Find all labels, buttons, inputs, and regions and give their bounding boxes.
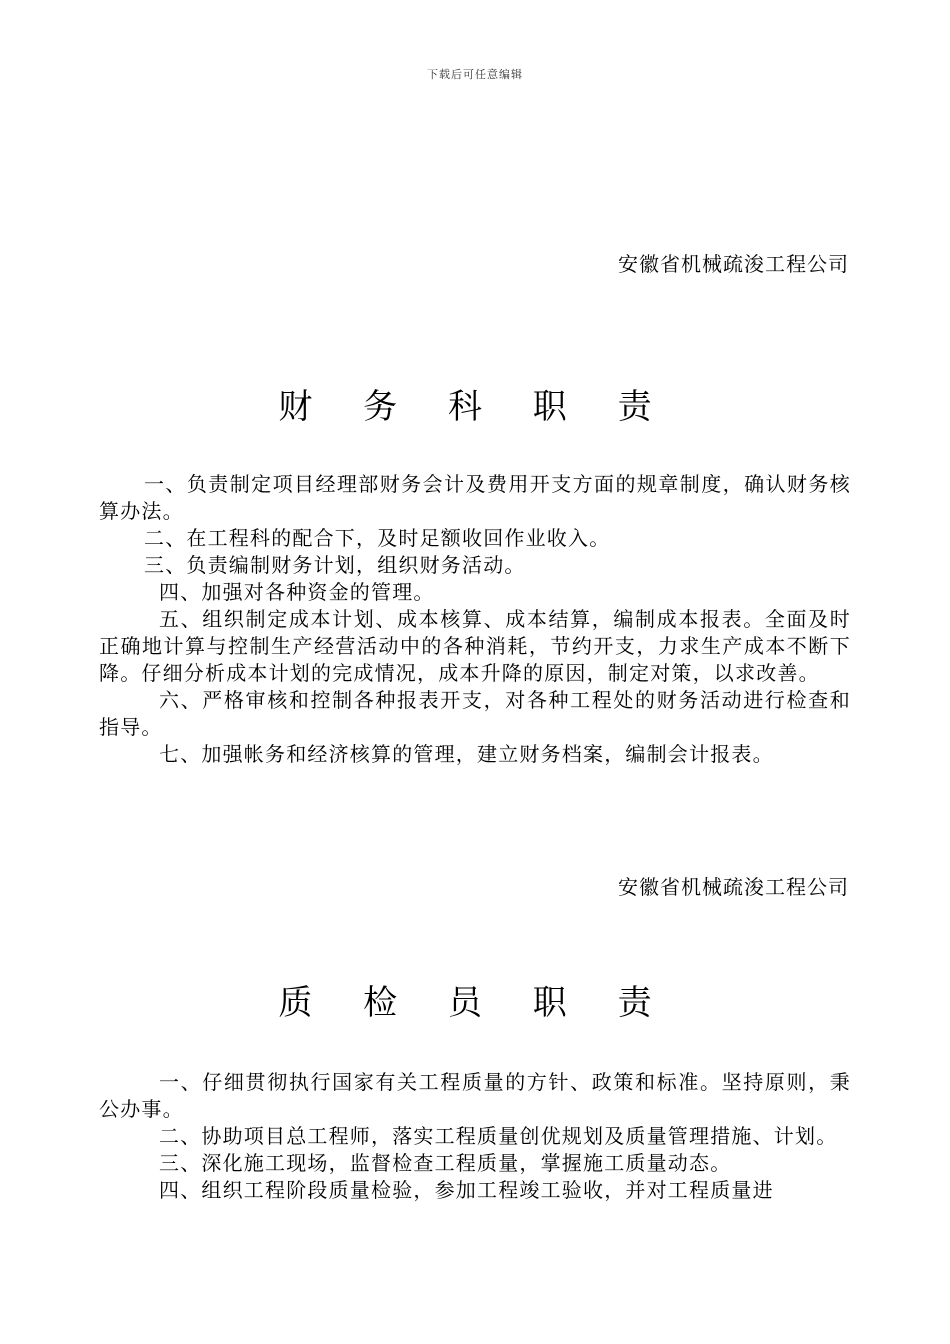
duty-item: 三、深化施工现场，监督检查工程质量，掌握施工质量动态。 [159,1151,732,1175]
duty-item: 七、加强帐务和经济核算的管理，建立财务档案，编制会计报表。 [159,742,774,766]
company-name: 安徽省机械疏浚工程公司 [618,875,849,899]
duty-item: 二、在工程科的配合下，及时足额收回作业收入。 [144,526,611,550]
company-name: 安徽省机械疏浚工程公司 [618,252,849,276]
finance-duties-list [99,471,851,768]
duty-item: 三、负责编制财务计划，组织财务活动。 [144,553,526,577]
duty-item: 六、严格审核和控制各种报表开支，对各种工程处的财务活动进行检查和指导。 [99,688,851,739]
section-title: 质 检 员 职 责 [278,983,672,1023]
duty-item: 一、负责制定项目经理部财务会计及费用开支方面的规章制度，确认财务核算办法。 [99,472,851,523]
qc-duties-list [99,1069,851,1204]
duty-item: 四、组织工程阶段质量检验，参加工程竣工验收，并对工程质量进 [159,1178,774,1202]
duty-item: 四、加强对各种资金的管理。 [159,580,435,604]
duty-item: 一、仔细贯彻执行国家有关工程质量的方针、政策和标准。坚持原则，秉公办事。 [99,1070,851,1121]
header-note: 下载后可任意编辑 [427,68,523,81]
section-title: 财 务 科 职 责 [278,387,672,427]
duty-item: 二、协助项目总工程师，落实工程质量创优规划及质量管理措施、计划。 [159,1124,838,1148]
duty-item: 五、组织制定成本计划、成本核算、成本结算，编制成本报表。全面及时正确地计算与控制生产经营活动中的各种消耗，节约开支，力求生产成本不断下降。仔细分析成本计划的完成情况，成本升降的原因，制定对策，以求改善。 [99,607,851,685]
